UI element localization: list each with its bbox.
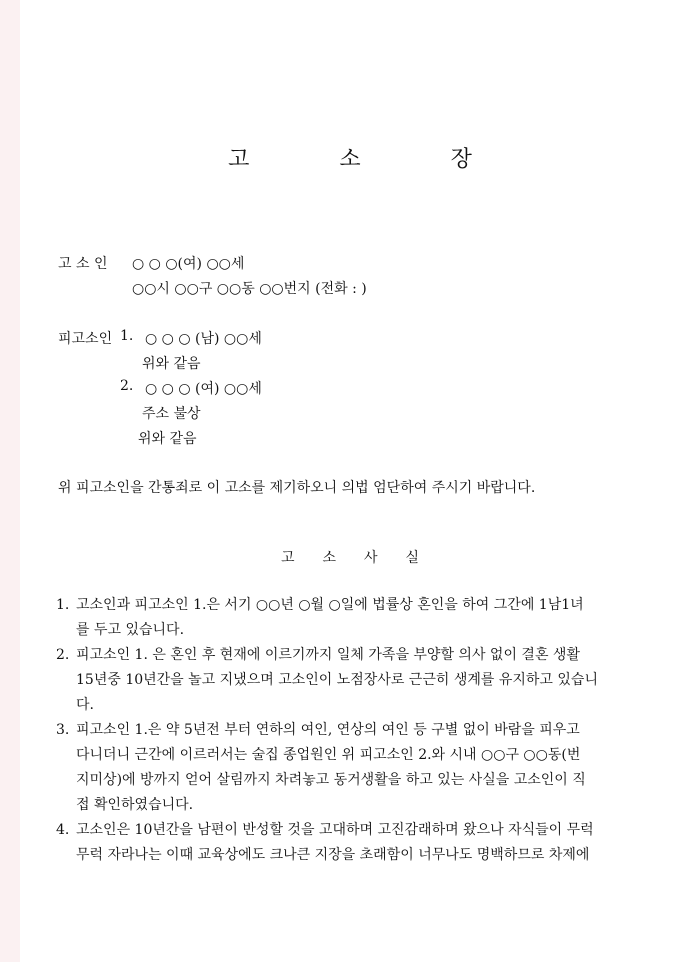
fact-4-line: 무럭 자라나는 이때 교육상에도 크나큰 지장을 초래함이 너무나도 명백하므로 차제에 xyxy=(76,847,590,863)
title-char: 장 xyxy=(450,147,472,172)
facts-heading-char: 소 xyxy=(322,550,336,566)
facts-heading-char: 실 xyxy=(405,550,420,566)
title-char: 소 xyxy=(339,147,361,172)
facts-heading-char: 고 xyxy=(280,550,295,566)
defendant2-note: 위와 같음 xyxy=(138,431,197,447)
fact-4-number: 4. xyxy=(56,822,70,838)
defendants-label: 피고소인 xyxy=(58,331,113,347)
defendant2-name: ○ ○ ○ (여) ○○세 xyxy=(145,381,262,397)
fact-1-number: 1. xyxy=(56,597,70,613)
request-statement: 위 피고소인을 간통죄로 이 고소를 제기하오니 의법 엄단하여 주시기 바랍니다. xyxy=(58,480,536,496)
defendant1-number: 1. xyxy=(120,328,134,344)
document-page xyxy=(20,0,680,962)
complainant-name: ○ ○ ○(여) ○○세 xyxy=(132,256,245,272)
fact-4-line: 고소인은 10년간을 남편이 반성할 것을 고대하며 고진감래하며 왔으나 자식들이 무럭 xyxy=(76,822,594,838)
defendant1-address: 위와 같음 xyxy=(142,356,201,372)
fact-2-number: 2. xyxy=(56,647,70,663)
fact-3-line: 지미상)에 방까지 얻어 살림까지 차려놓고 동거생활을 하고 있는 사실을 고소인이 직 xyxy=(76,772,586,788)
fact-2-line: 15년중 10년간을 놀고 지냈으며 고소인이 노점장사로 근근히 생계를 유지하고 있습니 xyxy=(76,672,598,688)
page-margin-strip xyxy=(0,0,20,962)
fact-3-line: 접 확인하였습니다. xyxy=(76,797,194,813)
fact-1-line: 를 두고 있습니다. xyxy=(76,622,185,638)
fact-3-number: 3. xyxy=(56,722,70,738)
complainant-address: ○○시 ○○구 ○○동 ○○번지 (전화 : ) xyxy=(132,281,367,297)
complainant-label: 고 소 인 xyxy=(58,256,108,272)
defendant2-address: 주소 불상 xyxy=(142,406,201,422)
fact-1-line: 고소인과 피고소인 1.은 서기 ○○년 ○월 ○일에 법률상 혼인을 하여 그간에 1남1녀 xyxy=(76,597,584,613)
title-char: 고 xyxy=(228,147,250,172)
fact-2-line: 다. xyxy=(76,697,94,713)
facts-heading-char: 사 xyxy=(364,550,378,566)
facts-heading xyxy=(20,547,680,567)
defendant1-name: ○ ○ ○ (남) ○○세 xyxy=(145,331,262,347)
defendant2-number: 2. xyxy=(120,378,134,394)
fact-3-line: 다니더니 근간에 이르러서는 술집 종업원인 위 피고소인 2.와 시내 ○○구 ○○동(번 xyxy=(76,747,581,763)
document-title xyxy=(20,142,680,173)
fact-3-line: 피고소인 1.은 약 5년전 부터 연하의 여인, 연상의 여인 등 구별 없이 바람을 피우고 xyxy=(76,722,580,738)
fact-2-line: 피고소인 1. 은 혼인 후 현재에 이르기까지 일체 가족을 부양할 의사 없이 결혼 생활 xyxy=(76,647,580,663)
